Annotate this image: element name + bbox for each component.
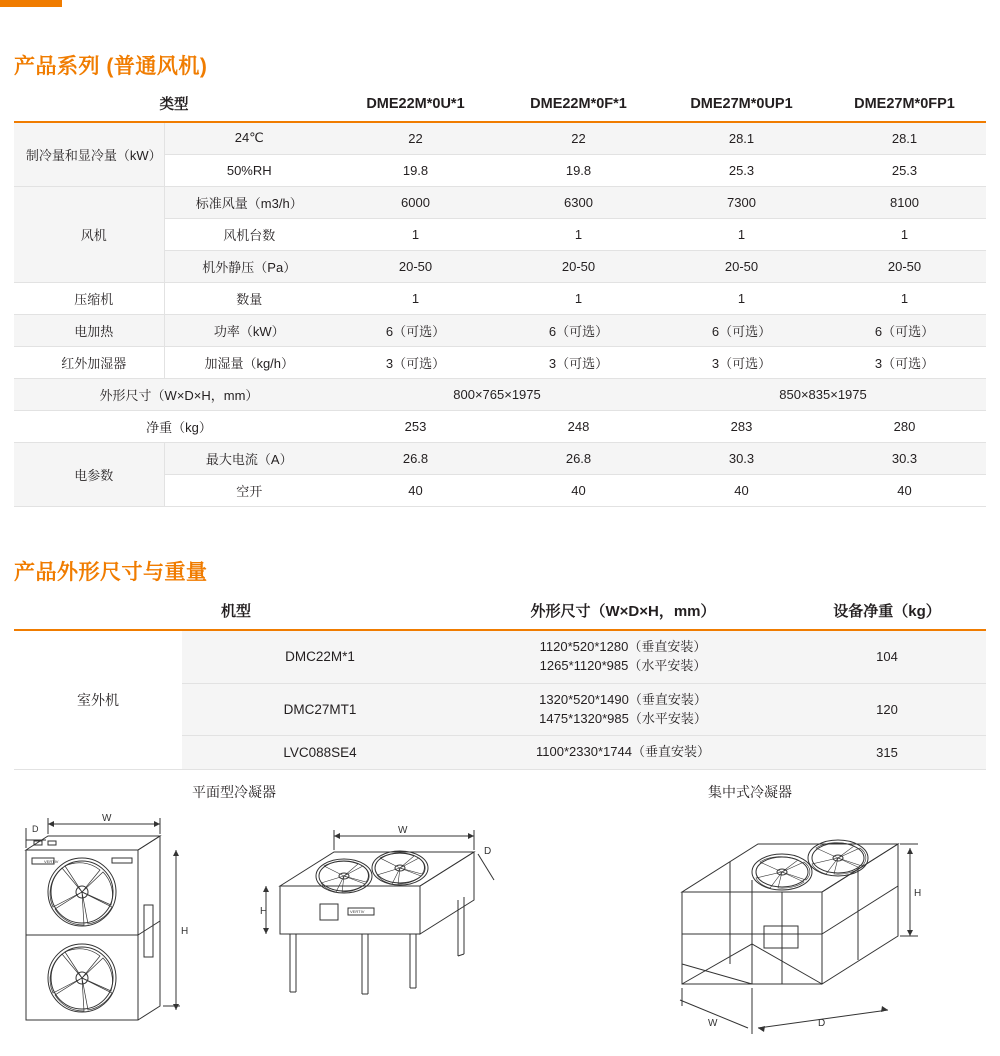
row-sub-label: 50%RH <box>164 154 334 186</box>
row-group-compressor: 压缩机 <box>74 291 114 307</box>
row-group-electric-heater: 电加热 <box>74 323 114 339</box>
cell-dimension <box>458 736 788 770</box>
product-series-table <box>14 92 986 507</box>
table2-header-model: 机型 <box>220 603 251 620</box>
cell-value: 22 <box>571 130 586 146</box>
dimension-label-w: W <box>708 1018 718 1029</box>
dimension-label-d: D <box>818 1018 826 1029</box>
cell-value: 6300 <box>564 194 593 210</box>
row-sub-label: 加湿量（kg/h） <box>164 346 334 378</box>
cell-model: DMC22M*1 <box>182 630 458 683</box>
table-row <box>14 378 986 410</box>
brand-mark: VERTIV <box>350 909 365 914</box>
dimension-line-2: 1475*1320*985（水平安装） <box>539 710 707 726</box>
cell-value: 3（可选） <box>385 355 446 371</box>
cell-value: 280 <box>893 418 916 434</box>
cell-value: 6（可选） <box>874 323 935 339</box>
dimension-label-d: D <box>484 846 492 857</box>
table1-header-col3: DME27M*0UP1 <box>690 95 793 112</box>
cell-value: 248 <box>567 418 590 434</box>
cell-value: 30.3 <box>728 450 755 466</box>
cell-value: 26.8 <box>402 450 429 466</box>
figure-caption-central-condenser: 集中式冷凝器 <box>708 784 792 800</box>
cell-value: 283 <box>730 418 753 434</box>
cell-value: 20-50 <box>887 258 922 274</box>
cell-value: 40 <box>897 482 912 498</box>
cell-value: 1 <box>737 290 746 306</box>
figure-central-condenser <box>652 814 932 1044</box>
dimension-label-h: H <box>914 888 922 899</box>
row-sub-label: 风机台数 <box>164 218 334 250</box>
row-group-electrical: 电参数 <box>74 467 114 483</box>
cell-value: 25.3 <box>891 162 918 178</box>
table-row <box>14 346 986 378</box>
cell-value: 30.3 <box>891 450 918 466</box>
cell-value: 25.3 <box>728 162 755 178</box>
table1-header-col2: DME22M*0F*1 <box>530 95 627 112</box>
cell-value: 1 <box>737 226 746 242</box>
dimension-line-1: 1100*2330*1744（垂直安装） <box>536 744 710 760</box>
row-sub-label: 标准风量（m3/h） <box>164 186 334 218</box>
dimension-line-2: 1265*1120*985（水平安装） <box>539 657 707 673</box>
table2-header <box>14 598 986 630</box>
row-sub-label: 功率（kW） <box>164 314 334 346</box>
row-group-outdoor-unit: 室外机 <box>77 692 119 709</box>
table-row <box>14 410 986 442</box>
dimension-label-d: D <box>32 824 39 834</box>
row-group-dimensions: 外形尺寸（W×D×H，mm） <box>99 387 259 403</box>
row-group-fan: 风机 <box>80 227 107 243</box>
dimension-label-w: W <box>398 825 408 836</box>
section-title-dimensions-weight: 产品外形尺寸与重量 <box>14 561 208 584</box>
row-sub-label: 数量 <box>164 282 334 314</box>
cell-value: 40 <box>571 482 586 498</box>
dimension-label-h: H <box>260 906 268 917</box>
cell-value: 19.8 <box>402 162 429 178</box>
cell-value: 1 <box>411 226 420 242</box>
table-row <box>14 282 986 314</box>
cell-value: 1 <box>411 290 420 306</box>
cell-value-dimension-left: 800×765×1975 <box>453 386 541 402</box>
cell-value: 1 <box>900 226 909 242</box>
outdoor-unit-table <box>14 598 986 770</box>
cell-value: 20-50 <box>724 258 759 274</box>
table1-header-col4: DME27M*0FP1 <box>854 95 955 112</box>
cell-value: 6（可选） <box>385 323 446 339</box>
figures-area <box>0 810 1000 1056</box>
dimension-line-1: 1320*520*1490（垂直安装） <box>539 691 707 707</box>
cell-value: 40 <box>734 482 749 498</box>
table2-header-weight: 设备净重（kg） <box>833 603 941 620</box>
row-sub-label: 最大电流（A） <box>164 442 334 474</box>
cell-value: 20-50 <box>561 258 596 274</box>
figure-horizontal-condenser <box>262 824 502 1024</box>
cell-value: 6000 <box>401 194 430 210</box>
table1-header-col1: DME22M*0U*1 <box>366 95 465 112</box>
accent-corner-bar <box>0 0 62 7</box>
cell-value: 1 <box>574 290 583 306</box>
cell-value: 3（可选） <box>548 355 609 371</box>
row-group-cooling-capacity: 制冷量和显冷量（kW） <box>25 147 162 163</box>
cell-dimension <box>458 683 788 736</box>
section-title-product-series: 产品系列 (普通风机) <box>14 55 208 78</box>
table-row <box>14 442 986 474</box>
cell-value: 3（可选） <box>711 355 772 371</box>
table-row <box>14 122 986 154</box>
cell-weight: 120 <box>788 683 986 736</box>
cell-value: 28.1 <box>891 130 918 146</box>
cell-value: 1 <box>574 226 583 242</box>
cell-model: LVC088SE4 <box>182 736 458 770</box>
cell-value: 20-50 <box>398 258 433 274</box>
dimension-label-h: H <box>181 926 189 937</box>
table1-header-type: 类型 <box>159 97 189 113</box>
table-row <box>14 186 986 218</box>
dimension-line-1: 1120*520*1280（垂直安装） <box>539 639 707 654</box>
cell-dimension <box>458 630 788 683</box>
cell-weight: 104 <box>788 630 986 683</box>
cell-value: 26.8 <box>565 450 592 466</box>
row-group-humidifier: 红外加湿器 <box>61 355 127 371</box>
cell-value: 19.8 <box>565 162 592 178</box>
cell-value: 22 <box>408 130 423 146</box>
cell-value: 6（可选） <box>548 323 609 339</box>
table-row <box>14 314 986 346</box>
row-group-net-weight: 净重（kg） <box>146 419 212 435</box>
row-sub-label: 空开 <box>164 474 334 506</box>
cell-value: 28.1 <box>728 130 755 146</box>
figure-caption-flat-condenser: 平面型冷凝器 <box>192 784 276 800</box>
row-sub-label: 机外静压（Pa） <box>164 250 334 282</box>
cell-value: 6（可选） <box>711 323 772 339</box>
cell-value: 1 <box>900 290 909 306</box>
cell-weight: 315 <box>788 736 986 770</box>
table2-header-dimension: 外形尺寸（W×D×H，mm） <box>530 603 716 620</box>
figure-vertical-condenser <box>8 810 248 1050</box>
table-row <box>14 630 986 683</box>
cell-value: 40 <box>408 482 423 498</box>
cell-value-dimension-right: 850×835×1975 <box>779 386 867 402</box>
dimension-label-w: W <box>102 813 112 824</box>
row-sub-label: 24℃ <box>164 122 334 154</box>
cell-value: 7300 <box>727 194 756 210</box>
cell-value: 253 <box>404 418 427 434</box>
cell-value: 8100 <box>890 194 919 210</box>
table1-header <box>14 92 986 122</box>
cell-model: DMC27MT1 <box>182 683 458 736</box>
cell-value: 3（可选） <box>874 355 935 371</box>
brand-mark: VERTIV <box>44 859 59 864</box>
